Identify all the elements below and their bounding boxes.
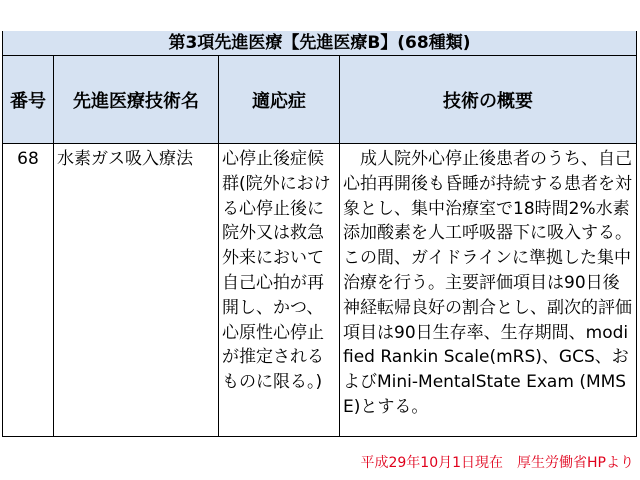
column-divider [339, 56, 340, 437]
row-summary: 成人院外心停止後患者のうち、自己心拍再開後も昏睡が持続する患者を対象とし、集中治療室で18時間2%水素添加酸素を人工呼吸器下に吸入する。この間、ガイドラインに準拠した集中治療を行う。主要評価項目は90日後神経転帰良好の割合とし、副次的評価項目は90日生存率、生存期間、modified Rankin Scale(mRS)、GCS、およびMini-MentalState Exam (MMSE)とする。 [343, 149, 632, 417]
row-number: 68 [17, 149, 39, 169]
header-number: 番号 [3, 56, 53, 144]
row-technology-name: 水素ガス吸入療法 [57, 149, 193, 169]
header-summary: 技術の概要 [340, 56, 636, 144]
row-indication: 心停止後症候群(院外における心停止後に院外又は救急外来において自己心拍が再開し、かつ、心原性心停止が推定されるものに限る。) [222, 149, 331, 393]
column-divider [218, 56, 219, 437]
table-title: 第3項先進医療【先進医療B】(68種類) [3, 31, 636, 56]
column-divider [53, 56, 54, 437]
header-technology-name: 先進医療技術名 [54, 56, 218, 144]
header-indication: 適応症 [219, 56, 339, 144]
source-note: 平成29年10月1日現在 厚生労働省HPより [360, 455, 634, 471]
